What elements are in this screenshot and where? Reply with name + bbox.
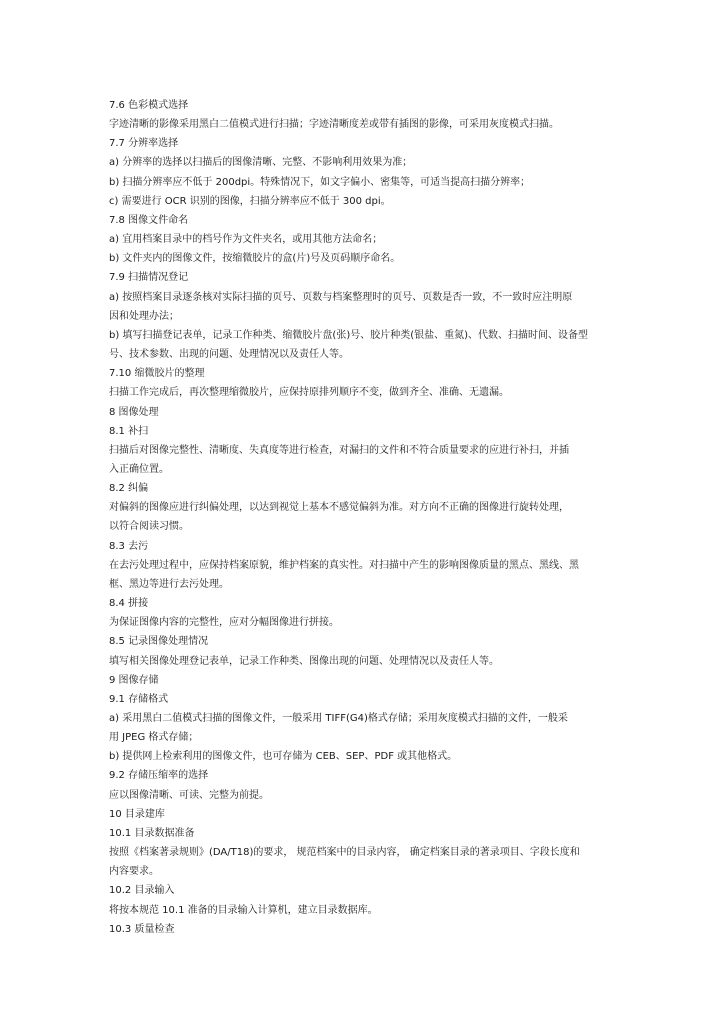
list-item-a: a) 按照档案目录逐条核对实际扫描的页号、页数与档案整理时的页号、页数是否一致，不一致时应注明原	[109, 291, 573, 303]
heading-9-2: 9.2 存储压缩率的选择	[109, 770, 209, 782]
heading-7-7: 7.7 分辨率选择	[109, 138, 179, 150]
paragraph: 为保证图像内容的完整性，应对分幅图像进行拼接。	[109, 617, 339, 629]
list-item-b: b) 提供网上检索利用的图像文件，也可存储为 CEB、SEP、PDF 或其他格式。	[109, 751, 458, 763]
heading-10-2: 10.2 目录输入	[109, 885, 175, 897]
paragraph-continued: 框、黑边等进行去污处理。	[109, 578, 229, 590]
paragraph-continued: 入正确位置。	[109, 463, 169, 475]
heading-7-10: 7.10 缩微胶片的整理	[109, 368, 205, 380]
list-item-a: a) 宜用档案目录中的档号作为文件夹名，或用其他方法命名；	[109, 234, 383, 246]
heading-10-1: 10.1 目录数据准备	[109, 827, 195, 839]
list-item-b: b) 文件夹内的图像文件，按缩微胶片的盒(片)号及页码顺序命名。	[109, 253, 401, 265]
heading-7-9: 7.9 扫描情况登记	[109, 272, 189, 284]
heading-8-1: 8.1 补扫	[109, 425, 149, 437]
paragraph: 对偏斜的图像应进行纠偏处理，以达到视觉上基本不感觉偏斜为准。对方向不正确的图像进行旋转处理，	[109, 502, 569, 514]
list-item-a: a) 分辨率的选择以扫描后的图像清晰、完整、不影响利用效果为准；	[109, 157, 413, 169]
paragraph: 将按本规范 10.1 准备的目录输入计算机，建立目录数据库。	[109, 904, 378, 916]
paragraph: 按照《档案著录规则》(DA/T18)的要求， 规范档案中的目录内容， 确定档案目录的著录项目、字段长度和	[109, 847, 580, 859]
paragraph: 在去污处理过程中，应保持档案原貌，维护档案的真实性。对扫描中产生的影响图像质量的黑点、黑线、黑	[109, 559, 579, 571]
paragraph: 应以图像清晰、可读、完整为前提。	[109, 789, 269, 801]
paragraph: 字迹清晰的影像采用黑白二值模式进行扫描；字迹清晰度差或带有插图的影像，可采用灰度模式扫描。	[109, 119, 559, 131]
heading-8: 8 图像处理	[109, 406, 159, 418]
list-item-c: c) 需要进行 OCR 识别的图像，扫描分辨率应不低于 300 dpi。	[109, 195, 391, 207]
list-item-b-continued: 号、技术参数、出现的问题、处理情况以及责任人等。	[109, 349, 349, 361]
paragraph: 填写相关图像处理登记表单，记录工作种类、图像出现的问题、处理情况以及责任人等。	[109, 655, 499, 667]
paragraph: 扫描工作完成后，再次整理缩微胶片，应保持原排列顺序不变，做到齐全、准确、无遗漏。	[109, 387, 509, 399]
list-item-b: b) 扫描分辨率应不低于 200dpi。特殊情况下，如文字偏小、密集等，可适当提高扫描分辨率；	[109, 176, 531, 188]
list-item-a-continued: 用 JPEG 格式存储；	[109, 732, 199, 744]
heading-10-3: 10.3 质量检查	[109, 923, 175, 935]
heading-8-4: 8.4 拼接	[109, 598, 149, 610]
paragraph: 扫描后对图像完整性、清晰度、失真度等进行检查，对漏扫的文件和不符合质量要求的应进行补扫，并插	[109, 444, 569, 456]
heading-9: 9 图像存储	[109, 674, 159, 686]
heading-8-5: 8.5 记录图像处理情况	[109, 636, 209, 648]
heading-8-3: 8.3 去污	[109, 540, 149, 552]
list-item-a: a) 采用黑白二值模式扫描的图像文件，一般采用 TIFF(G4)格式存储；采用灰度模式扫描的文件，一般采	[109, 713, 568, 724]
list-item-b: b) 填写扫描登记表单，记录工作种类、缩微胶片盘(张)号、胶片种类(银盐、重氮)、代数、扫描时间、设备型	[109, 329, 589, 341]
heading-7-6: 7.6 色彩模式选择	[109, 100, 189, 111]
heading-10: 10 目录建库	[109, 808, 165, 820]
paragraph-continued: 内容要求。	[109, 866, 159, 878]
paragraph-continued: 以符合阅读习惯。	[109, 521, 189, 533]
list-item-a-continued: 因和处理办法；	[109, 310, 179, 322]
heading-8-2: 8.2 纠偏	[109, 483, 149, 495]
heading-7-8: 7.8 图像文件命名	[109, 214, 189, 226]
heading-9-1: 9.1 存储格式	[109, 693, 169, 705]
